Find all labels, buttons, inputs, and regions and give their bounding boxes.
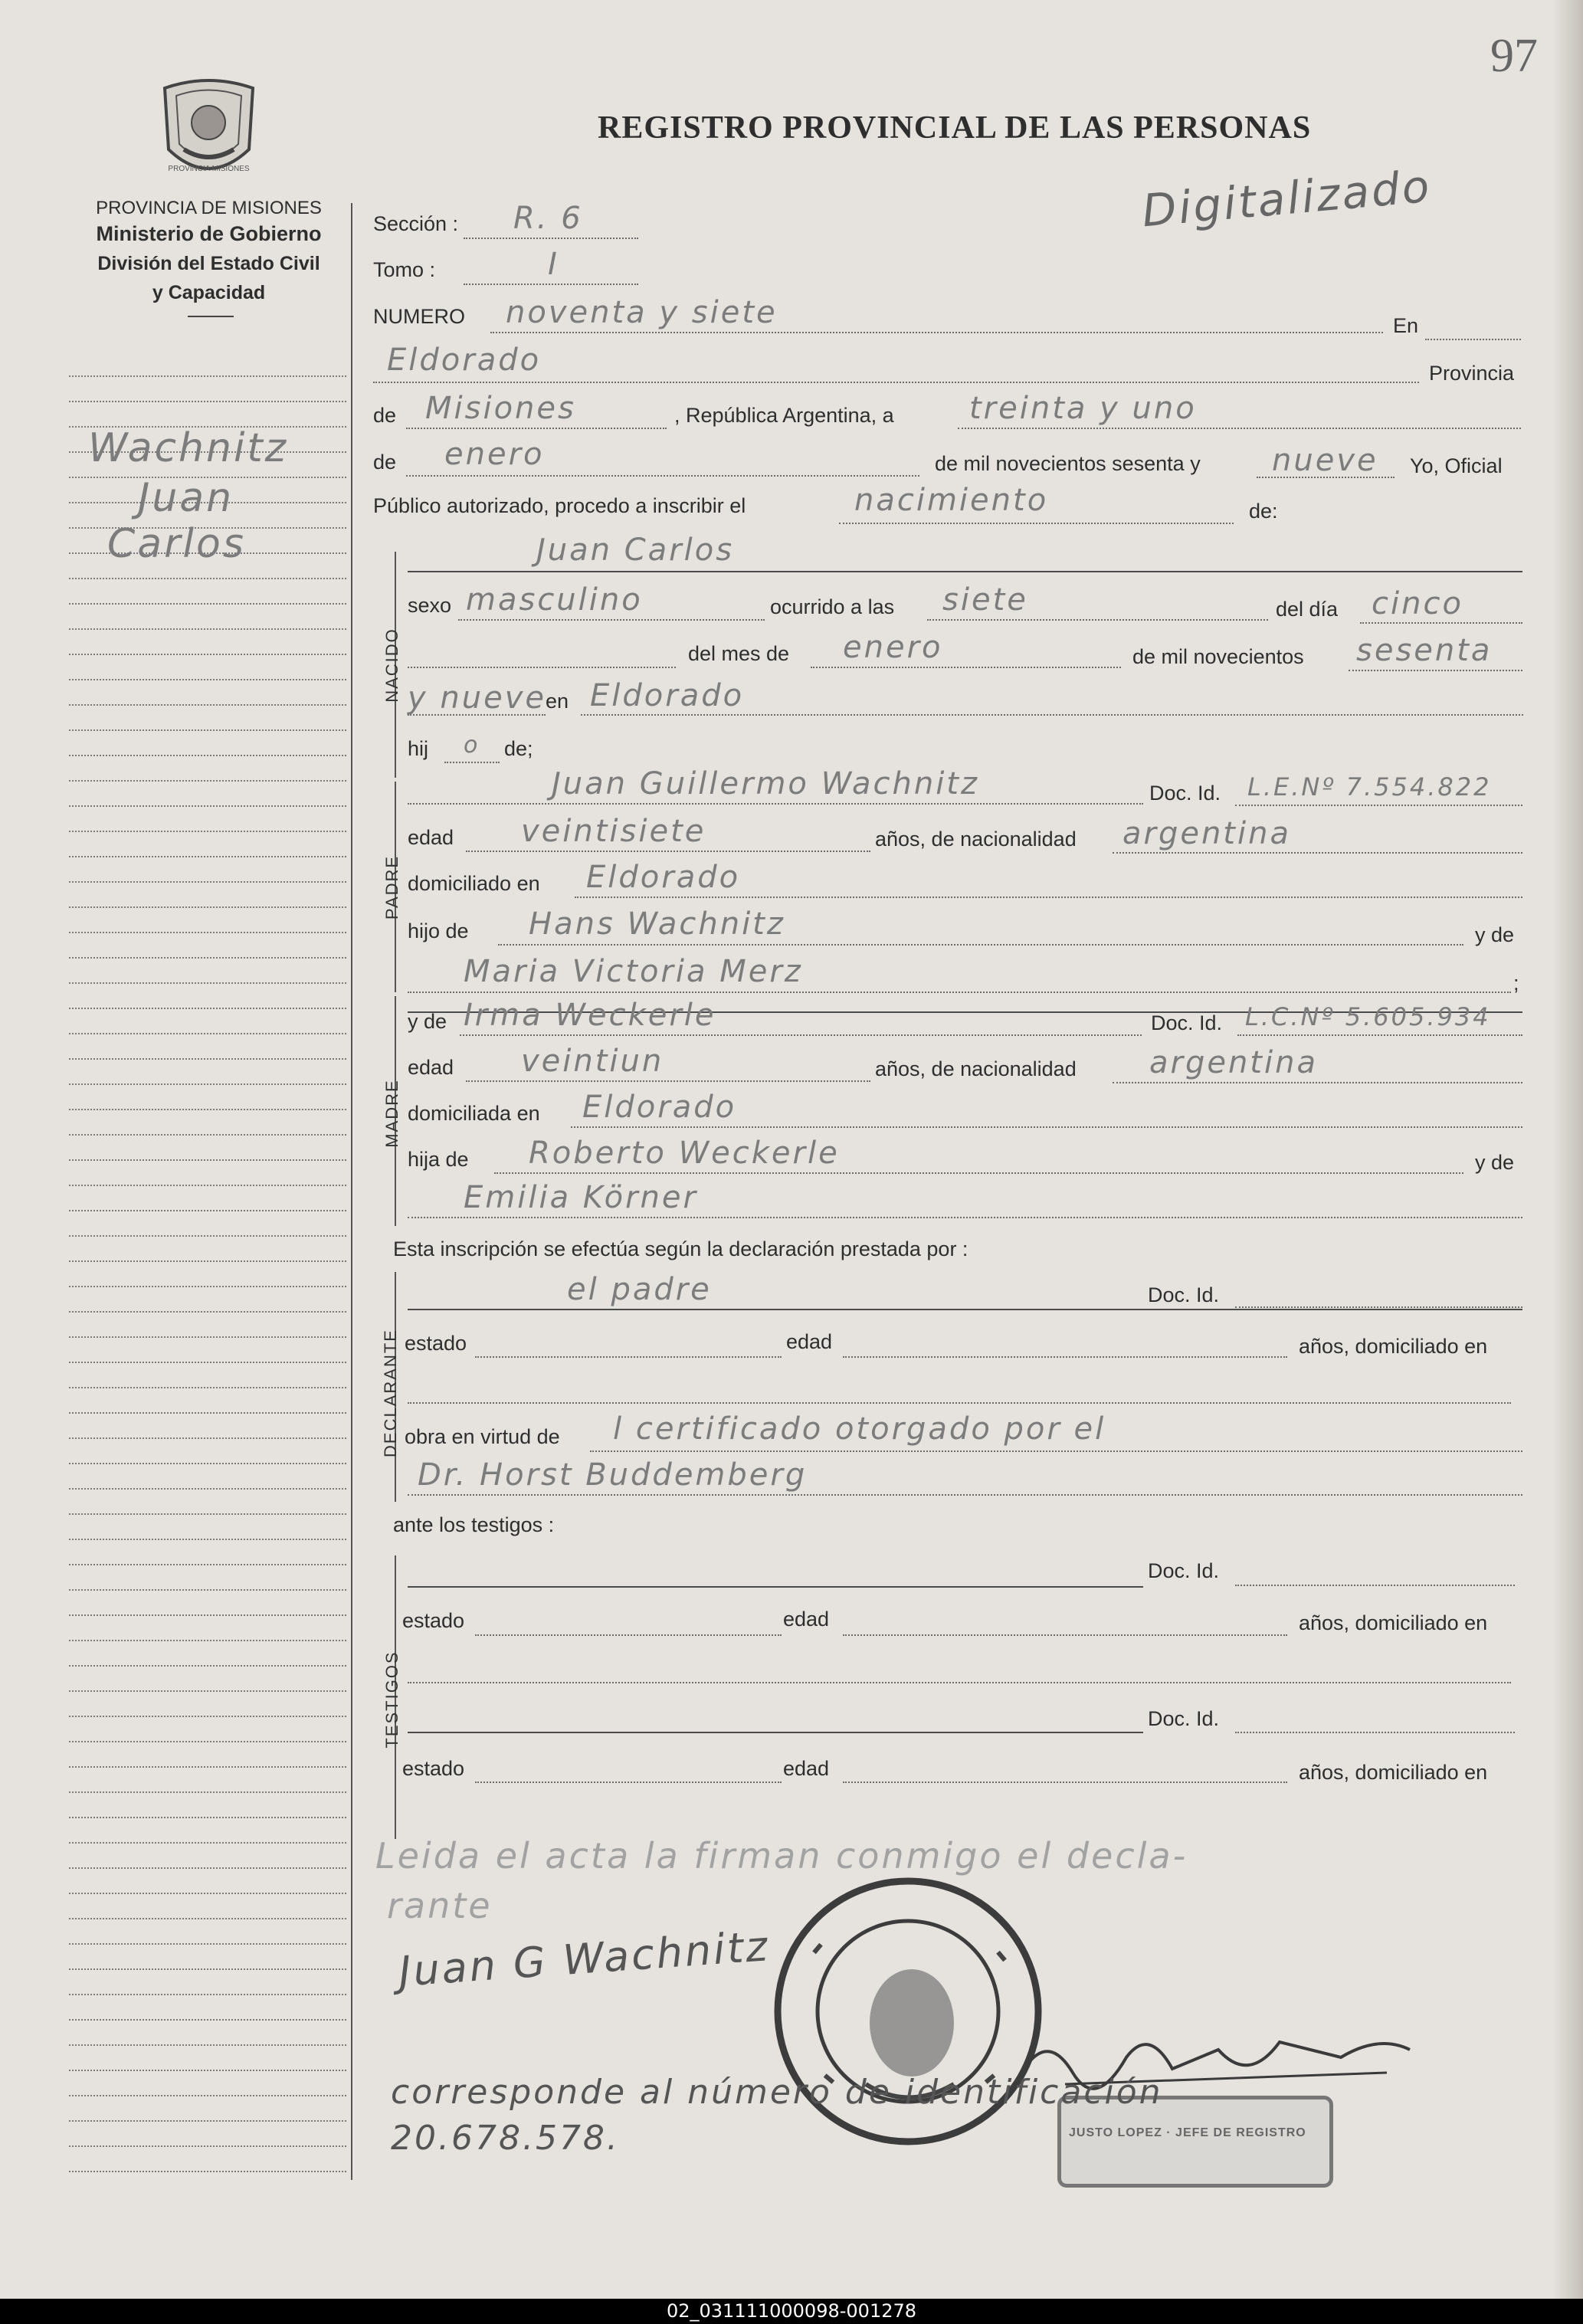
margin-ruled-line: [69, 1968, 346, 1970]
madre-edad-line: [466, 1080, 870, 1082]
value-declarante: el padre: [567, 1272, 712, 1307]
margin-ruled-line: [69, 755, 346, 756]
madre-doc-line: [1237, 1034, 1522, 1036]
main-vertical-rule: [351, 203, 352, 2180]
margin-ruled-line: [69, 1210, 346, 1211]
madre-hija-de-2-line: [408, 1217, 1522, 1218]
label-padre-dom: domiciliado en: [408, 872, 540, 895]
header-division-1: División del Estado Civil: [97, 253, 320, 274]
margin-ruled-line: [69, 2171, 346, 2172]
madre-nac-line: [1113, 1082, 1522, 1083]
label-de-semi: de;: [504, 737, 533, 760]
value-padre-hijo-de-2: Maria Victoria Merz: [464, 954, 803, 989]
testigo1-line: [408, 1586, 1143, 1588]
margin-ruled-line: [69, 1741, 346, 1742]
label-testigo2-doc: Doc. Id.: [1148, 1707, 1220, 1730]
value-padre-hijo-de-1: Hans Wachnitz: [529, 906, 785, 942]
testigo2-doc-line: [1235, 1732, 1515, 1733]
label-padre-edad: edad: [408, 826, 454, 849]
value-madre-dom: Eldorado: [582, 1090, 737, 1125]
label-del-mes: del mes de: [688, 642, 790, 665]
margin-ruled-line: [69, 1817, 346, 1818]
label-padre-doc: Doc. Id.: [1149, 782, 1221, 805]
label-madre-y-de-2: y de: [1475, 1151, 1515, 1174]
header-division-2: y Capacidad: [152, 282, 266, 303]
margin-ruled-line: [69, 1463, 346, 1464]
label-ocurrido: ocurrido a las: [770, 595, 895, 618]
paper-edge-shadow: [1552, 0, 1583, 2299]
header-ministry: Ministerio de Gobierno: [96, 222, 322, 245]
margin-ruled-line: [69, 527, 346, 529]
value-dia-acta: treinta y uno: [969, 391, 1197, 426]
declarante-doc-line: [1235, 1306, 1522, 1308]
value-padre-nombre: Juan Guillermo Wachnitz: [552, 766, 979, 801]
value-madre-hija-de-1: Roberto Weckerle: [529, 1136, 840, 1171]
value-madre-nac: argentina: [1149, 1045, 1318, 1080]
margin-ruled-line: [69, 932, 346, 933]
label-republica: , República Argentina, a: [674, 404, 894, 427]
label-seccion: Sección :: [373, 212, 459, 235]
value-mes-nac: enero: [843, 630, 943, 665]
testigo2-line: [408, 1732, 1143, 1733]
page-number: 97: [1490, 30, 1538, 82]
value-sexo: masculino: [466, 582, 643, 618]
label-semicolon: ;: [1513, 972, 1519, 995]
margin-ruled-line: [69, 426, 346, 428]
label-testigo2-edad: edad: [783, 1757, 830, 1780]
value-madre-hija-de-2: Emilia Körner: [464, 1180, 698, 1215]
value-anio-acta: nueve: [1272, 443, 1378, 478]
padre-hijo-de-2-line: [408, 992, 1511, 993]
margin-ruled-line: [69, 654, 346, 655]
margin-ruled-line: [69, 1412, 346, 1414]
label-testigo1-estado: estado: [402, 1609, 465, 1632]
margin-ruled-line: [69, 502, 346, 503]
label-publico: Público autorizado, procedo a inscribir el: [373, 494, 746, 517]
value-madre-edad: veintiun: [521, 1044, 664, 1079]
margin-ruled-line: [69, 1159, 346, 1161]
margin-ruled-line: [69, 578, 346, 579]
hecho-line: [839, 523, 1234, 524]
bottom-note-1: corresponde al número de identificación: [391, 2073, 1163, 2112]
label-testigo1-edad: edad: [783, 1608, 830, 1631]
margin-ruled-line: [69, 2120, 346, 2122]
testigo1-edad-line: [843, 1634, 1287, 1636]
label-en-nac: en: [546, 690, 569, 713]
value-anio-nac-1: sesenta: [1356, 633, 1493, 668]
label-testigo1-doc: Doc. Id.: [1148, 1559, 1220, 1582]
value-tomo: I: [548, 247, 559, 282]
anio-nac-line: [1349, 670, 1522, 671]
margin-ruled-line: [69, 881, 346, 883]
label-hij: hij: [408, 737, 429, 760]
value-padre-dom: Eldorado: [586, 860, 741, 895]
value-padre-nac: argentina: [1123, 816, 1291, 851]
declarante-dom-line: [408, 1402, 1511, 1404]
label-padre: PADRE: [382, 854, 401, 920]
value-nombre: Juan Carlos: [536, 533, 735, 568]
value-dia-nac: cinco: [1372, 586, 1463, 621]
margin-ruled-line: [69, 2070, 346, 2071]
provincia-line: [406, 428, 667, 429]
label-padre-y-de: y de: [1475, 923, 1515, 946]
margin-ruled-line: [69, 603, 346, 605]
margin-ruled-line: [69, 2044, 346, 2046]
label-de-1: de: [373, 404, 397, 427]
label-madre-edad: edad: [408, 1056, 454, 1079]
margin-ruled-line: [69, 831, 346, 832]
margin-ruled-line: [69, 704, 346, 706]
margin-ruled-line: [69, 2145, 346, 2147]
value-hecho: nacimiento: [854, 483, 1049, 518]
margin-ruled-line: [69, 1488, 346, 1490]
dia-acta-line: [958, 428, 1521, 429]
madre-dom-line: [571, 1126, 1522, 1128]
margin-ruled-line: [69, 1058, 346, 1060]
label-yo-oficial: Yo, Oficial: [1410, 454, 1503, 477]
margin-ruled-line: [69, 1513, 346, 1515]
sexo-line: [458, 619, 765, 621]
label-declarante-doc: Doc. Id.: [1148, 1283, 1220, 1306]
margin-ruled-line: [69, 1665, 346, 1667]
margin-name-1: Juan: [138, 475, 234, 521]
rectangular-stamp-text: JUSTO LOPEZ · JEFE DE REGISTRO: [1069, 2126, 1306, 2139]
mes-nac-line: [811, 667, 1121, 668]
margin-ruled-line: [69, 552, 346, 554]
madre-hija-de-line: [494, 1172, 1463, 1174]
margin-ruled-line: [69, 375, 346, 377]
tomo-line: [464, 284, 638, 285]
madre-nombre-line: [460, 1034, 1142, 1036]
label-del-dia: del día: [1276, 598, 1339, 621]
seccion-line: [464, 238, 638, 239]
label-hija-de: hija de: [408, 1148, 469, 1171]
margin-ruled-line: [69, 2095, 346, 2096]
margin-ruled-line: [69, 1640, 346, 1641]
numero-line: [490, 332, 1383, 333]
label-madre-y-de: y de: [408, 1010, 447, 1033]
value-lugar-nac: Eldorado: [590, 678, 745, 713]
margin-ruled-line: [69, 1437, 346, 1439]
margin-ruled-line: [69, 1539, 346, 1540]
value-padre-edad: veintisiete: [521, 814, 706, 849]
margin-ruled-line: [69, 1311, 346, 1313]
mes-acta-line: [406, 475, 919, 477]
footer-caption: 02_031111000098-001278: [0, 2299, 1583, 2324]
testigo1-estado-line: [475, 1634, 782, 1636]
margin-ruled-line: [69, 780, 346, 782]
value-numero: noventa y siete: [506, 295, 778, 330]
declarante-edad-line: [843, 1356, 1287, 1358]
margin-ruled-line: [69, 957, 346, 959]
label-esta-inscripcion: Esta inscripción se efectúa según la declaración prestada por :: [393, 1237, 968, 1260]
obra-line: [590, 1450, 1522, 1452]
margin-ruled-line: [69, 1614, 346, 1616]
value-madre-doc: L.C.Nº 5.605.934: [1245, 1002, 1491, 1031]
label-hijo-de: hijo de: [408, 919, 469, 942]
margin-ruled-line: [69, 1134, 346, 1136]
padre-nombre-line: [408, 803, 1143, 805]
label-declarante-edad: edad: [786, 1330, 833, 1353]
margin-ruled-line: [69, 1766, 346, 1768]
document-title: REGISTRO PROVINCIAL DE LAS PERSONAS: [598, 110, 1312, 146]
label-numero: NUMERO: [373, 305, 465, 328]
hij-line: [444, 762, 500, 763]
en-line: [1425, 339, 1521, 340]
label-testigo2-anos-dom: años, domiciliado en: [1299, 1761, 1488, 1784]
margin-ruled-line: [69, 1893, 346, 1894]
value-obra-1: l certificado otorgado por el: [613, 1411, 1106, 1447]
bottom-note-2: 20.678.578.: [391, 2119, 620, 2158]
padre-hijo-de-line: [498, 944, 1463, 946]
margin-ruled-line: [69, 1716, 346, 1717]
label-de-mil-nov: de mil novecientos: [1132, 645, 1304, 668]
lugar-nac-line: [581, 714, 1523, 716]
value-lugar: Eldorado: [387, 343, 542, 378]
declarante-estado-line: [475, 1356, 782, 1358]
margin-ruled-line: [69, 679, 346, 680]
value-padre-doc: L.E.Nº 7.554.822: [1247, 772, 1492, 801]
margin-ruled-line: [69, 1867, 346, 1869]
label-sexo: sexo: [408, 594, 452, 617]
declarante-signature: Juan G Wachnitz: [397, 1922, 772, 1996]
value-anio-nac-2: y nueve: [408, 680, 546, 716]
margin-name-2: Carlos: [107, 521, 246, 567]
margin-ruled-line: [69, 1362, 346, 1363]
digitalizado-annotation: Digitalizado: [1139, 159, 1434, 238]
margin-surname: Wachnitz: [88, 425, 289, 471]
margin-ruled-line: [69, 477, 346, 478]
margin-ruled-line: [69, 1589, 346, 1591]
margin-ruled-line: [69, 1943, 346, 1945]
label-en: En: [1393, 314, 1419, 337]
declarante-line: [408, 1309, 1522, 1310]
margin-ruled-line: [69, 1109, 346, 1110]
value-seccion: R. 6: [513, 201, 583, 236]
margin-ruled-line: [69, 451, 346, 453]
label-provincia: Provincia: [1429, 362, 1515, 385]
margin-ruled-line: [69, 729, 346, 731]
label-madre-anos-nac: años, de nacionalidad: [875, 1057, 1077, 1080]
margin-ruled-line: [69, 401, 346, 402]
margin-ruled-line: [69, 1994, 346, 1995]
margin-ruled-line: [69, 1185, 346, 1186]
testigo2-edad-line: [843, 1782, 1287, 1783]
label-testigo1-anos-dom: años, domiciliado en: [1299, 1611, 1488, 1634]
nombre-line: [408, 571, 1522, 572]
value-mes-acta: enero: [444, 437, 545, 472]
value-provincia: Misiones: [425, 391, 576, 426]
header-province: PROVINCIA DE MISIONES: [96, 198, 322, 218]
margin-ruled-line: [69, 1690, 346, 1692]
testigo2-estado-line: [475, 1782, 782, 1783]
label-nacido: NACIDO: [382, 628, 401, 703]
value-leida-2: rante: [387, 1885, 493, 1926]
value-leida-1: Leida el acta la firman conmigo el decla-: [375, 1835, 1188, 1877]
margin-ruled-line: [69, 2019, 346, 2021]
seal-text: PROVINCIA MISIONES: [168, 165, 250, 173]
margin-ruled-line: [69, 1918, 346, 1919]
margin-ruled-line: [69, 1842, 346, 1844]
margin-ruled-line: [69, 856, 346, 857]
label-de-2: de: [373, 451, 397, 474]
testigo1-doc-line: [1235, 1585, 1515, 1586]
margin-ruled-line: [69, 1286, 346, 1287]
label-madre-doc: Doc. Id.: [1151, 1011, 1223, 1034]
label-testigo2-estado: estado: [402, 1757, 465, 1780]
label-de-colon: de:: [1249, 500, 1278, 523]
lugar-line: [373, 382, 1419, 383]
label-declarante-estado: estado: [405, 1332, 467, 1355]
label-madre: MADRE: [382, 1079, 401, 1148]
margin-ruled-line: [69, 1564, 346, 1565]
margin-ruled-line: [69, 1008, 346, 1009]
padre-doc-line: [1235, 805, 1522, 806]
label-ante-testigos: ante los testigos :: [393, 1513, 555, 1536]
label-padre-anos-nac: años, de nacionalidad: [875, 828, 1077, 851]
header-divider: [188, 316, 234, 317]
label-de-mil: de mil novecientos sesenta y: [935, 452, 1201, 475]
margin-ruled-line: [69, 1791, 346, 1793]
margin-ruled-line: [69, 1083, 346, 1085]
label-testigos: TESTIGOS: [382, 1650, 401, 1749]
margin-ruled-line: [69, 1260, 346, 1262]
label-obra: obra en virtud de: [405, 1425, 560, 1448]
padre-edad-line: [466, 851, 870, 852]
value-hij: o: [464, 732, 480, 759]
pre-mes-line: [408, 667, 676, 668]
value-madre-nombre: Irma Weckerle: [464, 998, 716, 1033]
testigo1-dom-line: [408, 1682, 1511, 1683]
margin-ruled-line: [69, 1336, 346, 1338]
label-madre-dom: domiciliada en: [408, 1102, 540, 1125]
margin-ruled-line: [69, 805, 346, 807]
label-declarante: DECLARANTE: [381, 1329, 400, 1457]
margin-ruled-line: [69, 982, 346, 984]
margin-ruled-line: [69, 628, 346, 630]
dia-nac-line: [1360, 622, 1522, 624]
margin-ruled-line: [69, 1387, 346, 1388]
margin-ruled-line: [69, 1235, 346, 1237]
padre-dom-line: [575, 896, 1522, 898]
value-hora: siete: [942, 582, 1028, 618]
label-tomo: Tomo :: [373, 258, 436, 281]
margin-ruled-line: [69, 906, 346, 908]
hora-line: [927, 619, 1268, 621]
padre-nac-line: [1113, 852, 1522, 854]
value-obra-2: Dr. Horst Buddemberg: [418, 1457, 808, 1493]
label-declarante-anos-dom: años, domiciliado en: [1299, 1335, 1488, 1358]
margin-ruled-line: [69, 1033, 346, 1034]
obra-2-line: [408, 1494, 1522, 1496]
